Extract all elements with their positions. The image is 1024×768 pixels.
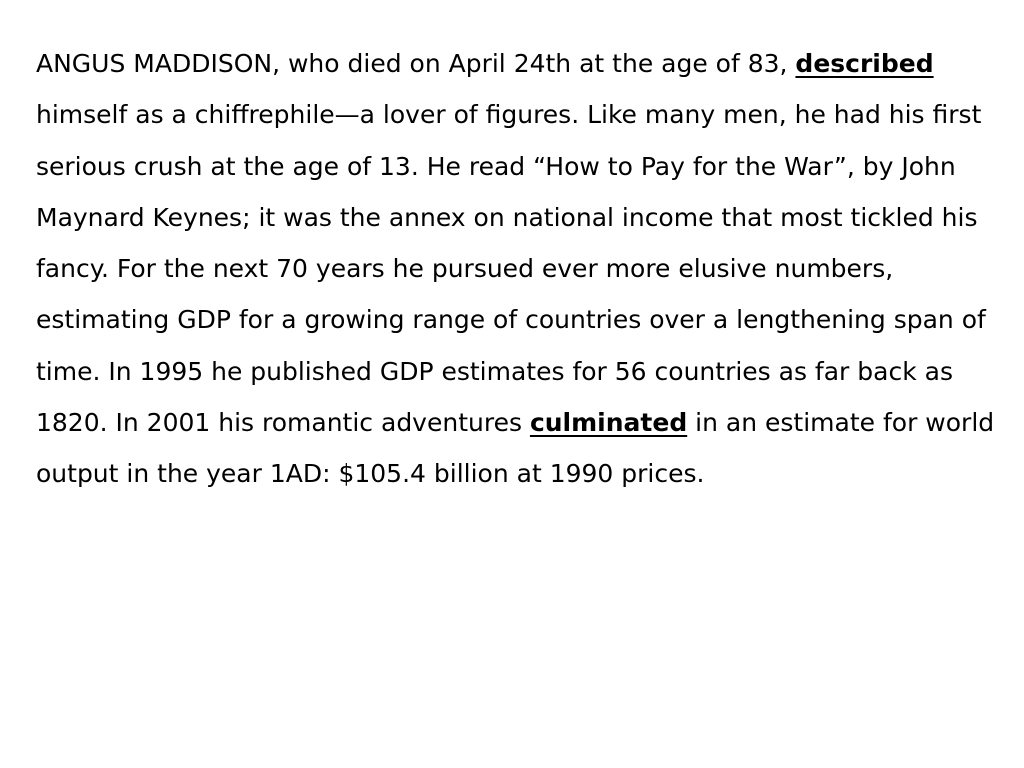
- passage-paragraph: [36, 38, 996, 500]
- passage-text-end: in an estimate for world output in the year 1AD: $105.4 billion at 1990 prices.: [36, 408, 995, 489]
- passage-text-intro: ANGUS MADDISON, who died on April 24th at the age of 83,: [36, 49, 796, 78]
- keyword-described: described: [795, 49, 934, 78]
- passage-text-middle: himself as a chiffrephile—a lover of figures. Like many men, he had his first serious crush at the age of 13. He read “How to Pay for the War”, by John Maynard Keynes; it was the annex on national income that most tickled his fancy. For the next 70 years he pursued ever more elusive numbers, estimating GDP for a growing range of countries over a lengthening span of time. In 1995 he published GDP estimates for 56 countries as far back as 1820. In 2001 his romantic adventures: [36, 100, 986, 438]
- keyword-culminated: culminated: [529, 408, 688, 438]
